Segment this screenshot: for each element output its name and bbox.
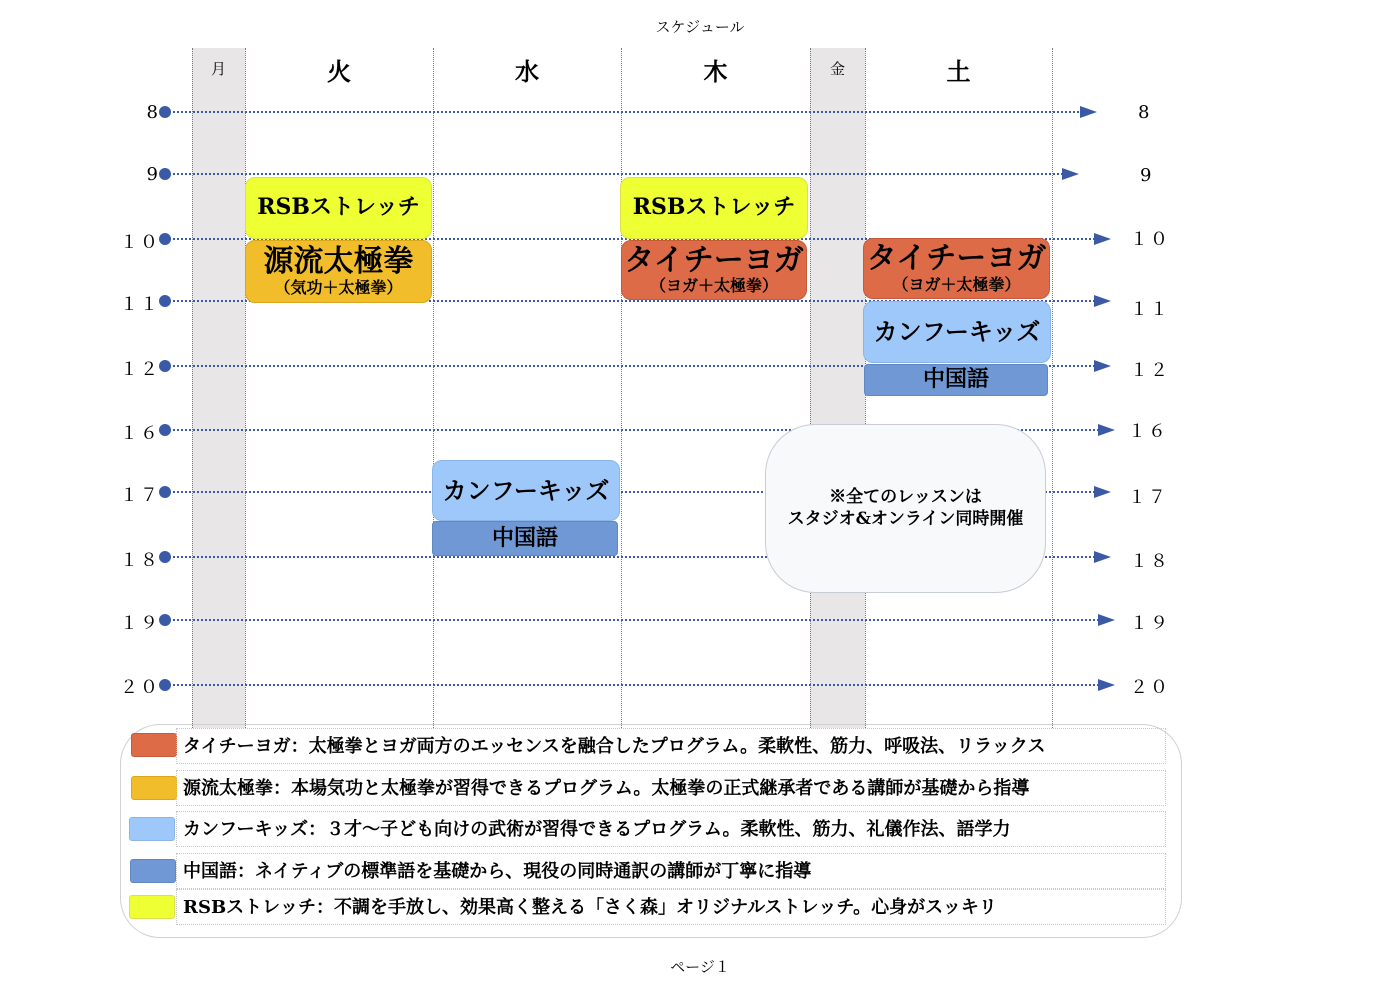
- legend-item-kungfu: カンフーキッズ：３才〜子ども向けの武術が習得できるプログラム。柔軟性、筋力、礼儀作法、語学力: [176, 811, 1166, 847]
- hour-label-right: １６: [1128, 421, 1168, 442]
- class-chinese-wednesday[interactable]: [432, 521, 618, 556]
- hour-label-left: １７: [120, 485, 160, 506]
- class-title: 源流太極拳: [263, 244, 414, 280]
- legend-swatch-genryu: [131, 776, 177, 800]
- legend-swatch-chinese: [130, 859, 176, 883]
- hour-line-20: [160, 679, 1116, 691]
- class-kungfu-kids-saturday[interactable]: [863, 301, 1051, 363]
- class-title: カンフーキッズ: [873, 317, 1041, 347]
- notice-bubble: [765, 424, 1046, 593]
- hour-label-right: １９: [1130, 613, 1170, 634]
- legend-item-taichi: タイチーヨガ：太極拳とヨガ両方のエッセンスを融合したプログラム。柔軟性、筋力、呼吸法、リラックス: [176, 728, 1166, 764]
- day-header-monday: 月: [210, 60, 226, 78]
- legend-item-rsb: RSBストレッチ：不調を手放し、効果高く整える「さく森」オリジナルストレッチ。心身がスッキリ: [176, 889, 1166, 925]
- hour-label-left: １６: [120, 423, 160, 444]
- class-title: 中国語: [491, 524, 558, 551]
- class-title: RSBストレッチ: [632, 194, 796, 221]
- class-subtitle: （ヨガ＋太極拳）: [649, 276, 778, 296]
- page-title: スケジュール: [655, 18, 745, 36]
- class-rsb-stretch-tuesday[interactable]: [245, 177, 432, 239]
- hour-label-left: １８: [120, 550, 160, 571]
- day-header-thursday: 木: [703, 57, 728, 86]
- hour-label-right: 9: [1140, 165, 1154, 186]
- page-number: ページ１: [670, 958, 730, 976]
- hour-label-right: 8: [1138, 102, 1152, 123]
- hour-label-left: 8: [146, 102, 160, 123]
- class-chinese-saturday[interactable]: [864, 364, 1048, 396]
- class-title: カンフーキッズ: [442, 475, 610, 505]
- class-title: 中国語: [922, 366, 989, 393]
- hour-label-right: １１: [1130, 299, 1170, 320]
- hour-label-left: １９: [120, 613, 160, 634]
- class-subtitle: （気功＋太極拳）: [274, 277, 403, 297]
- legend-item-chinese: 中国語：ネイティブの標準語を基礎から、現役の同時通訳の講師が丁寧に指導: [176, 853, 1166, 889]
- legend-swatch-kungfu: [129, 817, 175, 841]
- legend-swatch-taichi: [131, 733, 177, 757]
- class-subtitle: （ヨガ＋太極拳）: [892, 274, 1021, 294]
- day-header-wednesday: 水: [515, 57, 539, 86]
- notice-line-2: スタジオ&オンライン同時開催: [787, 508, 1024, 529]
- hour-label-left: １１: [120, 294, 160, 315]
- legend-swatch-rsb: [129, 895, 175, 919]
- class-rsb-stretch-thursday[interactable]: [620, 177, 808, 239]
- class-taichi-yoga-saturday[interactable]: [863, 238, 1050, 299]
- class-title: RSBストレッチ: [257, 194, 420, 221]
- hour-label-right: １０: [1130, 229, 1170, 250]
- day-header-friday: 金: [829, 60, 845, 78]
- hour-label-left: １０: [120, 232, 160, 253]
- hour-label-right: １２: [1130, 360, 1170, 381]
- hour-line-19: [160, 614, 1116, 626]
- class-title: タイチーヨガ: [866, 241, 1047, 277]
- class-title: タイチーヨガ: [624, 242, 804, 278]
- day-header-saturday: 土: [946, 57, 971, 86]
- hour-line-8: [160, 106, 1098, 118]
- hour-label-right: ２０: [1130, 677, 1170, 698]
- class-kungfu-kids-wednesday[interactable]: [432, 460, 620, 521]
- hour-label-left: ２０: [120, 677, 160, 698]
- day-header-tuesday: 火: [327, 57, 351, 86]
- hour-label-right: １７: [1128, 487, 1168, 508]
- class-taichi-yoga-thursday[interactable]: [621, 240, 807, 300]
- legend-item-genryu: 源流太極拳：本場気功と太極拳が習得できるプログラム。太極拳の正式継承者である講師が基礎から指導: [176, 770, 1166, 806]
- notice-line-1: ※全てのレッスンは: [829, 487, 982, 508]
- hour-label-right: １８: [1130, 551, 1170, 572]
- hour-label-left: 9: [146, 164, 160, 185]
- class-genryu-taichi-tuesday[interactable]: [245, 240, 432, 303]
- hour-label-left: １２: [120, 359, 160, 380]
